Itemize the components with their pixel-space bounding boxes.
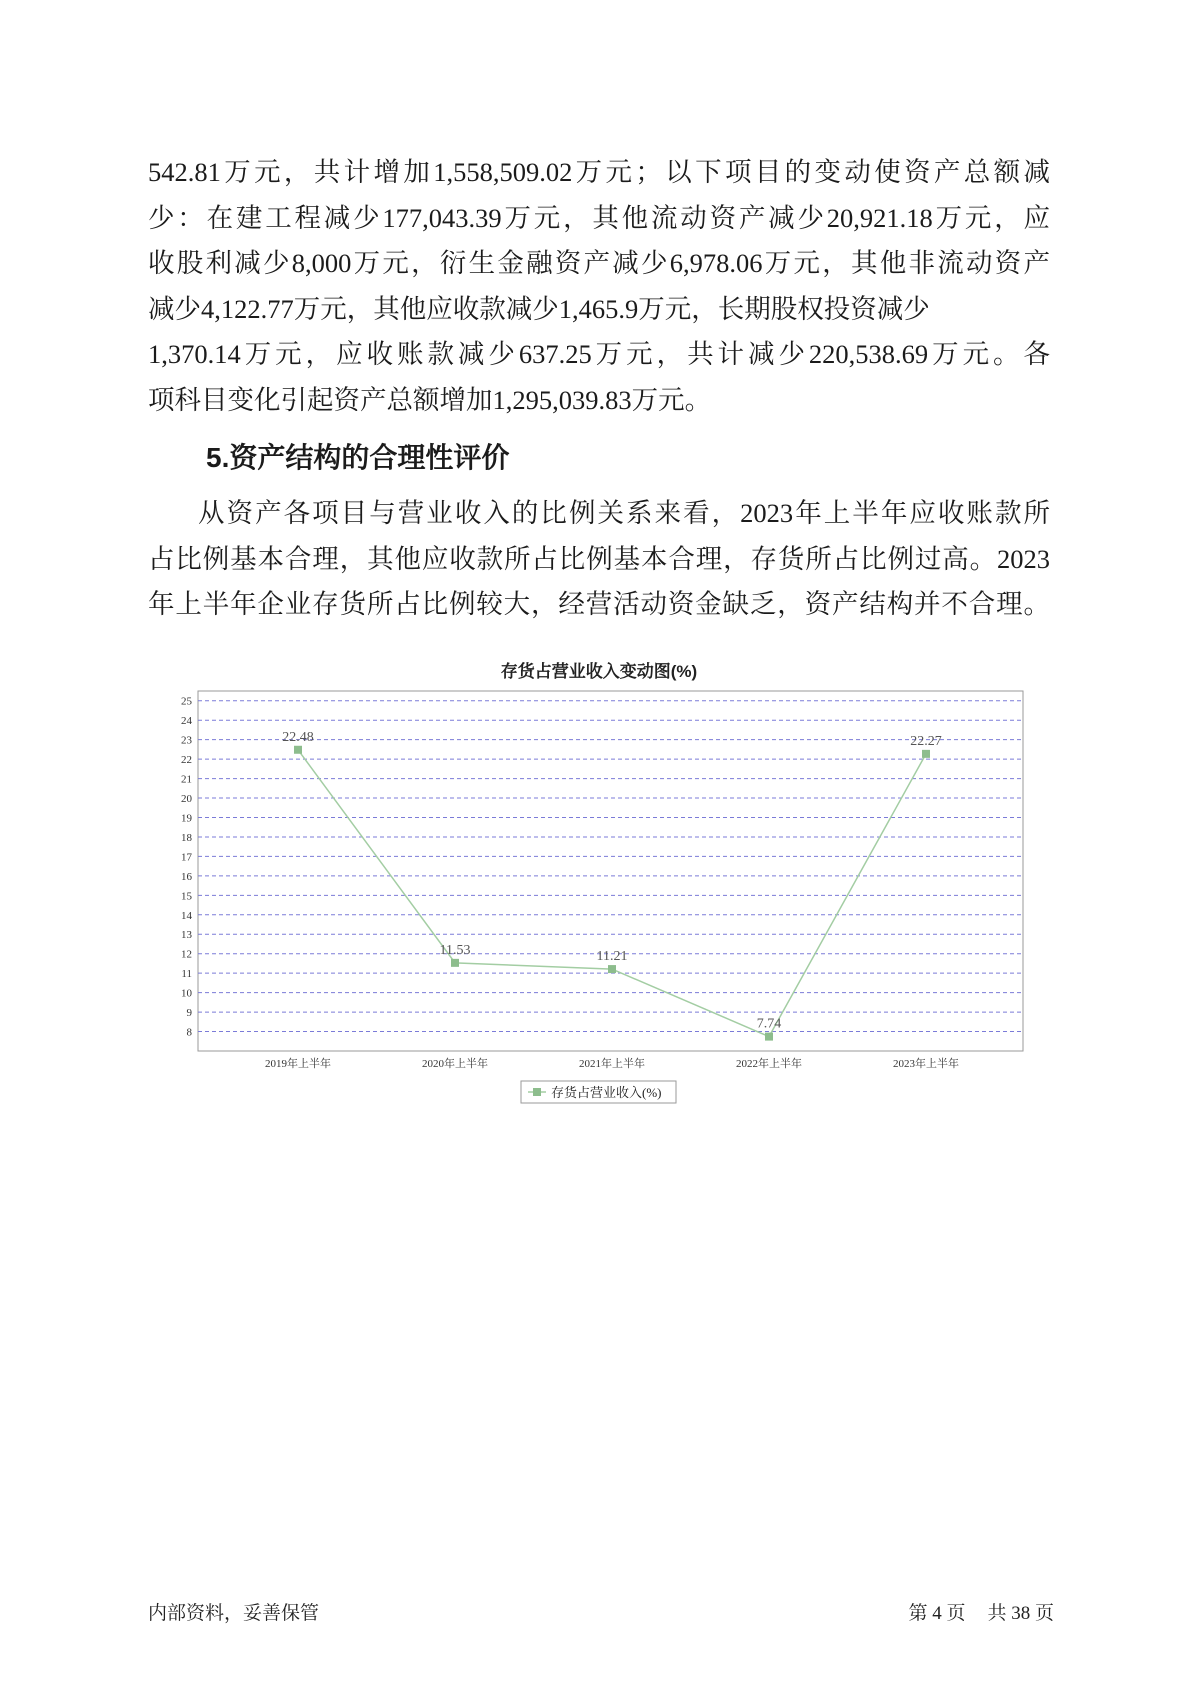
paragraph-line: 占比例基本合理，其他应收款所占比例基本合理，存货所占比例过高。2023 <box>148 543 1050 574</box>
y-tick-label: 9 <box>186 1006 192 1019</box>
y-tick-label: 15 <box>181 889 192 902</box>
y-tick-label: 8 <box>186 1026 192 1039</box>
y-tick-label: 24 <box>181 714 192 727</box>
paragraph-asset-structure <box>148 491 1050 628</box>
y-tick-label: 16 <box>181 870 192 883</box>
page-total: 共 38 页 <box>987 1603 1054 1624</box>
data-point <box>294 745 302 753</box>
y-tick-label: 17 <box>181 850 192 863</box>
y-tick-label: 12 <box>181 948 192 961</box>
y-tick-label: 11 <box>181 967 192 980</box>
data-point <box>922 749 930 757</box>
paragraph-line: 年上半年企业存货所占比例较大，经营活动资金缺乏，资产结构并不合理。 <box>148 589 1050 619</box>
data-label: 22.27 <box>910 733 942 749</box>
inventory-ratio-chart <box>148 656 1050 1111</box>
y-tick-label: 25 <box>181 695 192 708</box>
plot-area <box>198 691 1023 1051</box>
paragraph-line: 从资产各项目与营业收入的比例关系来看，2023年上半年应收账款所 <box>198 498 1050 528</box>
y-tick-label: 19 <box>181 811 192 824</box>
paragraph-line: 少：在建工程减少177,043.39万元，其他流动资产减少20,921.18万元，应 <box>148 202 1050 233</box>
data-point <box>451 958 459 966</box>
legend <box>521 1081 676 1103</box>
chart-canvas <box>148 688 1050 1111</box>
x-tick-label: 2023年上半年 <box>893 1057 959 1070</box>
x-tick-label: 2020年上半年 <box>422 1057 488 1070</box>
data-point <box>765 1032 773 1040</box>
data-label: 11.21 <box>596 948 628 964</box>
data-label: 11.53 <box>439 942 471 958</box>
chart-title: 存货占营业收入变动图(%) <box>500 661 698 681</box>
paragraph-asset-changes <box>148 150 1050 423</box>
footer-page-info <box>908 1600 1054 1628</box>
y-tick-label: 20 <box>181 792 192 805</box>
paragraph-line: 542.81万元，共计增加1,558,509.02万元；以下项目的变动使资产总额减 <box>148 157 1050 187</box>
x-tick-label: 2021年上半年 <box>579 1057 645 1070</box>
data-point <box>608 965 616 973</box>
y-tick-label: 21 <box>181 773 192 786</box>
data-label: 7.74 <box>756 1016 782 1032</box>
section-heading: 5.资产结构的合理性评价 <box>206 442 510 473</box>
legend-marker-swatch <box>533 1088 541 1096</box>
footer-confidential-note: 内部资料，妥善保管 <box>148 1603 320 1624</box>
y-tick-label: 23 <box>181 734 192 747</box>
main-content <box>148 150 1050 1111</box>
y-tick-label: 10 <box>181 987 192 1000</box>
paragraph-line: 项科目变化引起资产总额增加1,295,039.83万元。 <box>148 384 712 415</box>
x-tick-label: 2019年上半年 <box>265 1057 331 1070</box>
y-tick-label: 18 <box>181 831 192 844</box>
legend-label: 存货占营业收入(%) <box>551 1084 662 1100</box>
paragraph-line: 减少4,122.77万元，其他应收款减少1,465.9万元，长期股权投资减少 <box>148 293 930 324</box>
y-tick-label: 14 <box>181 909 192 922</box>
y-tick-label: 22 <box>181 753 192 766</box>
paragraph-line: 1,370.14万元，应收账款减少637.25万元，共计减少220,538.69万元。各 <box>148 339 1050 369</box>
paragraph-line: 收股利减少8,000万元，衍生金融资产减少6,978.06万元，其他非流动资产 <box>148 248 1050 278</box>
x-tick-label: 2022年上半年 <box>736 1057 802 1070</box>
data-label: 22.48 <box>282 729 314 745</box>
page-number: 第 4 页 <box>908 1603 966 1624</box>
page-footer <box>148 1600 1054 1628</box>
y-tick-label: 13 <box>181 928 192 941</box>
